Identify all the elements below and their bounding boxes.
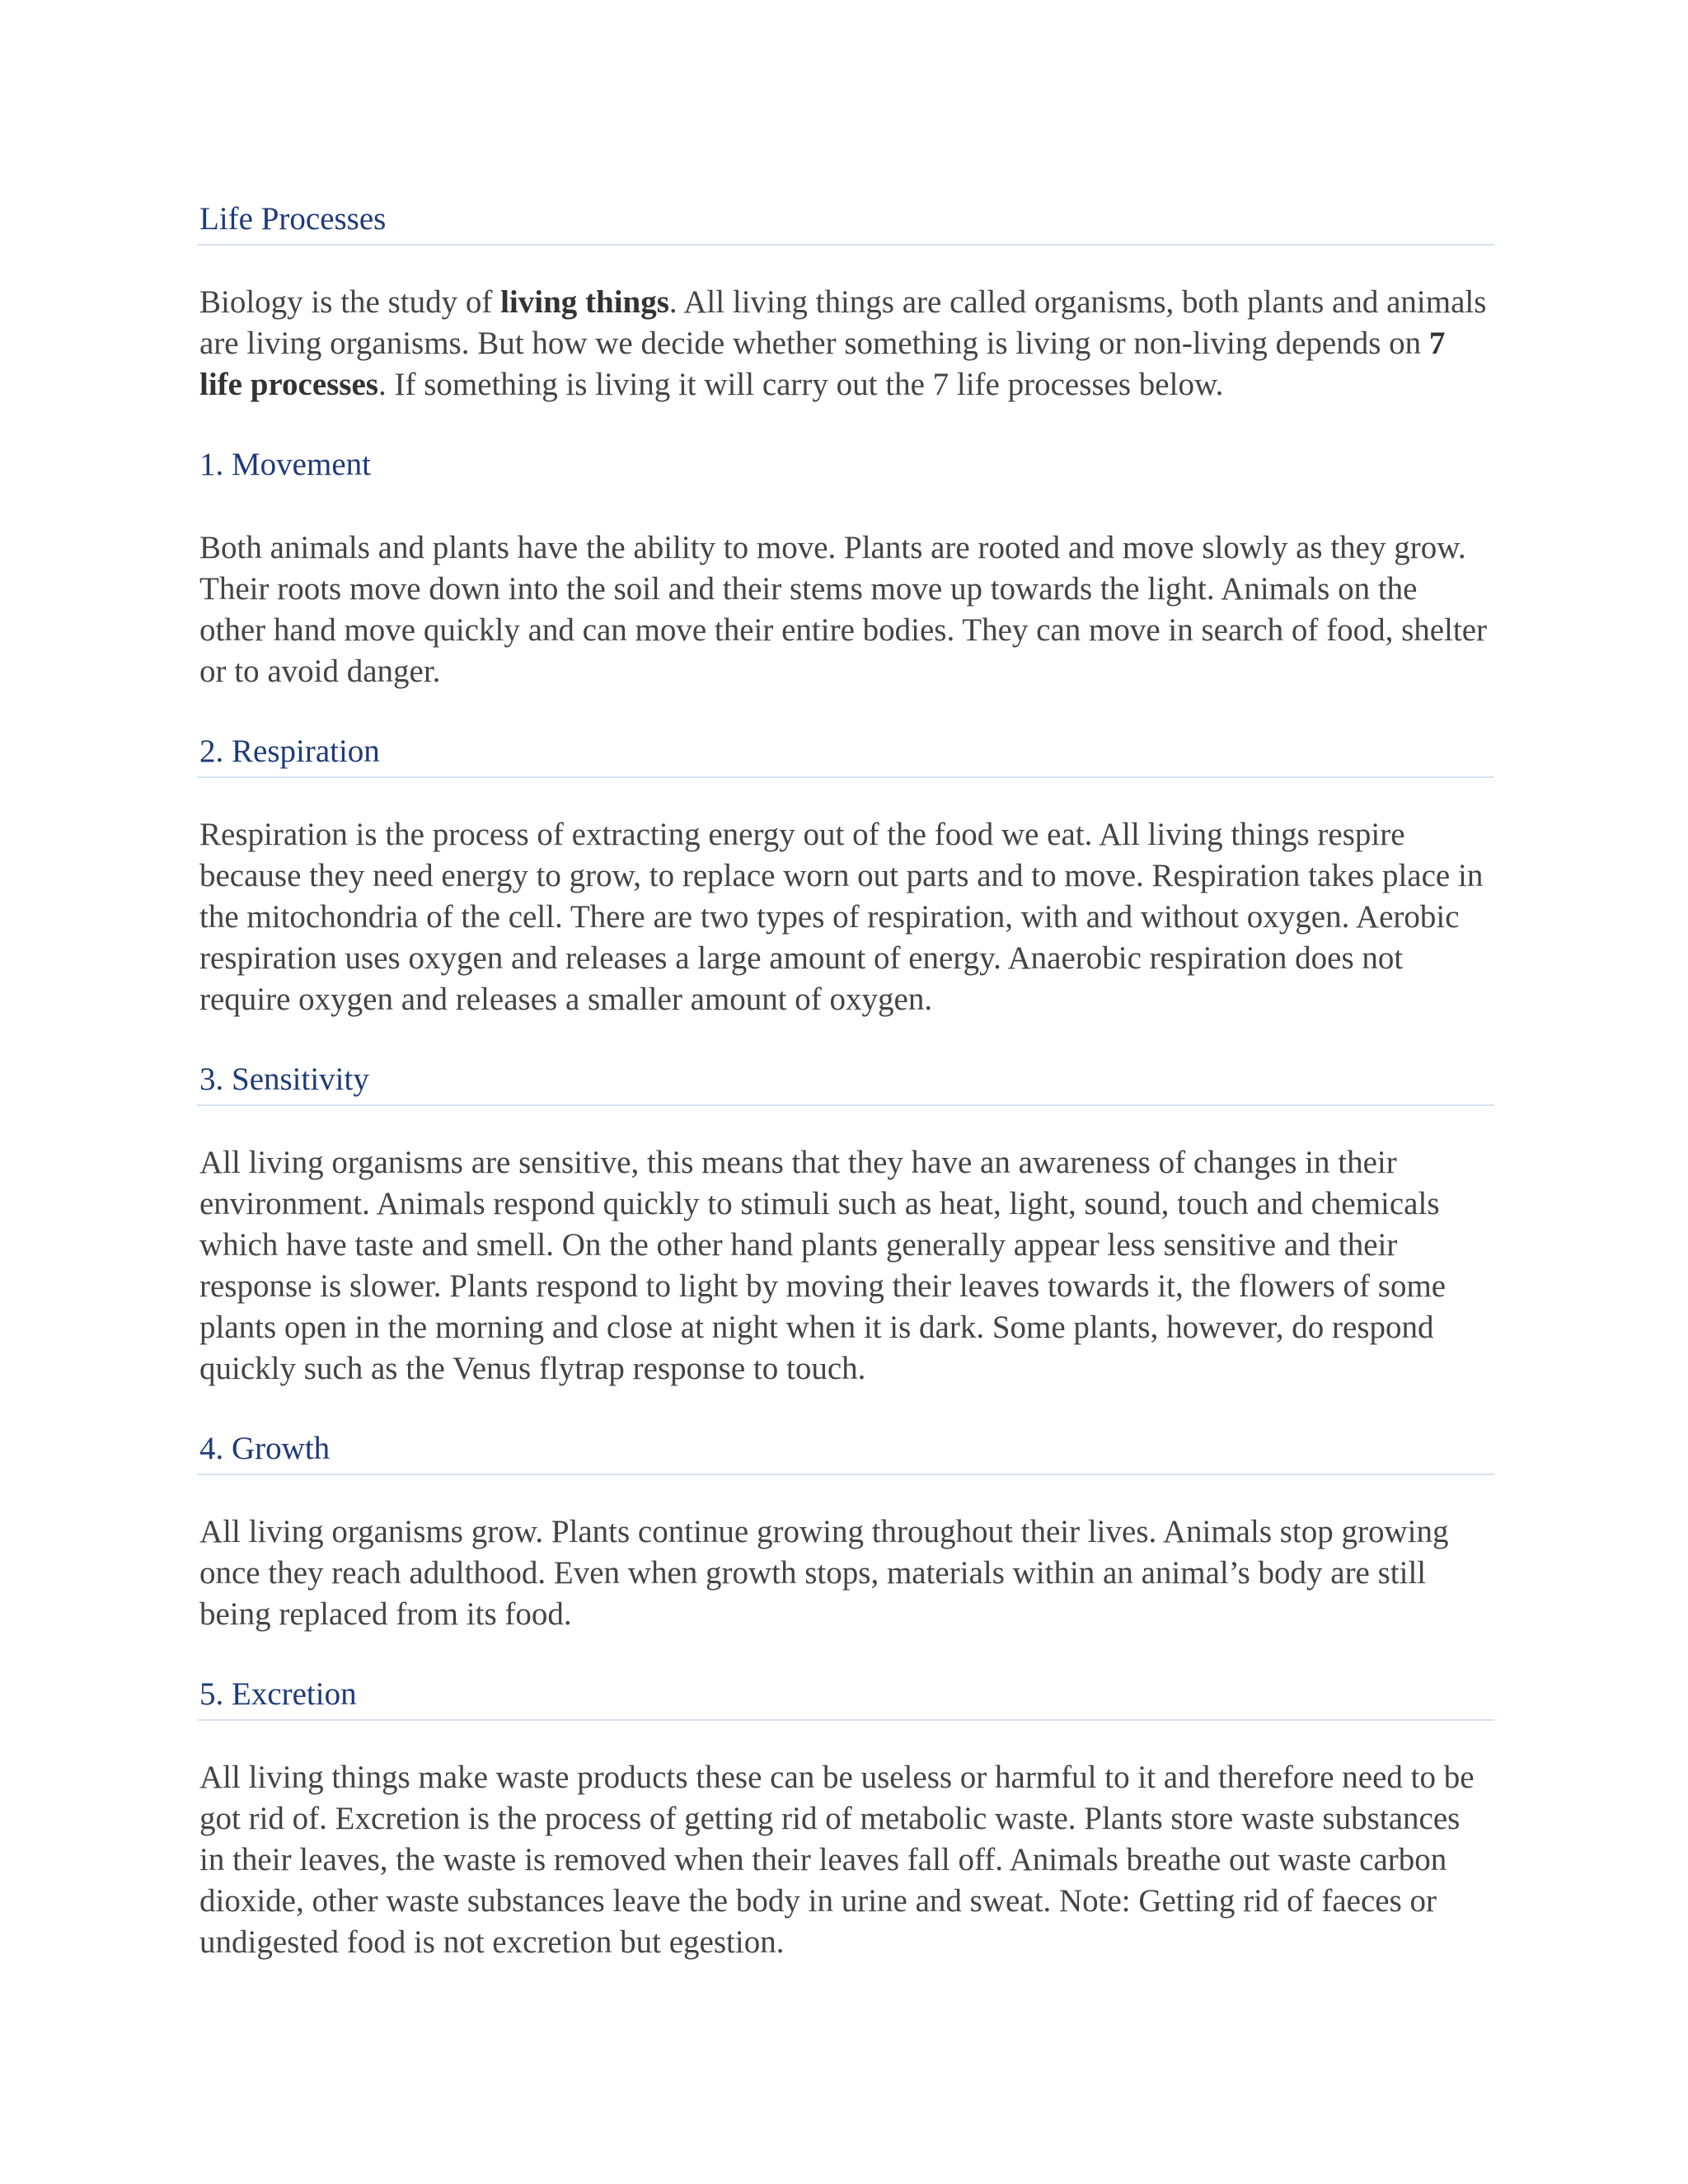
section-body-excretion: All living things make waste products these can be useless or harmful to it and therefore need to be got rid of. Excretion is the process of getting rid of metabolic waste. Plants store waste substances in their leaves, the waste is removed when their leaves fall off. Animals breathe out waste carbon dioxide, other waste substances leave the body in urine and sweat. Note: Getting rid of faeces or undigested food is not excretion but egestion. [199,1760,1475,1960]
section-body-sensitivity: All living organisms are sensitive, this means that they have an awareness of changes in their environment. Animals respond quickly to stimuli such as heat, light, sound, touch and chemicals which have taste and smell. On the other hand plants generally appear less sensitive and their response is slower. Plants respond to light by moving their leaves towards it, the flowers of some plants open in the morning and close at night when it is dark. Some plants, however, do respond quickly such as the Venus flytrap response to touch. [199,1145,1447,1386]
intro-bold-2: 7 life processes [199,326,1446,402]
spacer [197,1475,1494,1511]
spacer [197,1020,1494,1057]
spacer [197,692,1494,729]
spacer [197,491,1494,527]
intro-text-1: Biology is the study of [199,284,501,320]
section-heading-growth: 4. Growth [197,1426,1494,1475]
section-heading-movement: 1. Movement [199,447,371,482]
spacer [197,1390,1494,1426]
spacer [197,1635,1494,1671]
intro-paragraph [197,282,1494,405]
section-heading-sensitivity: 3. Sensitivity [197,1057,1494,1106]
intro-text-3: . If something is living it will carry out the 7 life processes below. [377,367,1224,402]
section-body-movement: Both animals and plants have the ability to move. Plants are rooted and move slowly as they grow. Their roots move down into the soil and their stems move up towards the light. Animals on the other hand move quickly and can move their entire bodies. They can move in search of food, shelter or to avoid danger. [199,530,1488,689]
spacer [197,778,1494,814]
spacer [197,246,1494,282]
section-heading-excretion: 5. Excretion [197,1671,1494,1721]
spacer [197,1721,1494,1757]
intro-bold-1: living things [500,284,669,320]
spacer [197,1106,1494,1142]
section-heading-respiration: 2. Respiration [197,729,1494,778]
spacer [197,405,1494,442]
section-body-respiration: Respiration is the process of extracting energy out of the food we eat. All living things respire because they need energy to grow, to replace worn out parts and to move. Respiration takes place in the mitochondria of the cell. There are two types of respiration, with and without oxygen. Aerobic respiration uses oxygen and releases a large amount of energy. Anaerobic respiration does not require oxygen and releases a smaller amount of oxygen. [199,817,1484,1017]
intro-text-2: . All living things are called organisms, both plants and animals are living organisms. But how we decide whether something is living or non-living depends on [199,284,1487,361]
document-page [197,196,1494,1963]
section-body-growth: All living organisms grow. Plants continue growing throughout their lives. Animals stop growing once they reach adulthood. Even when growth stops, materials within an animal’s body are still being replaced from its food. [199,1514,1449,1632]
page-title: Life Processes [197,196,1494,246]
